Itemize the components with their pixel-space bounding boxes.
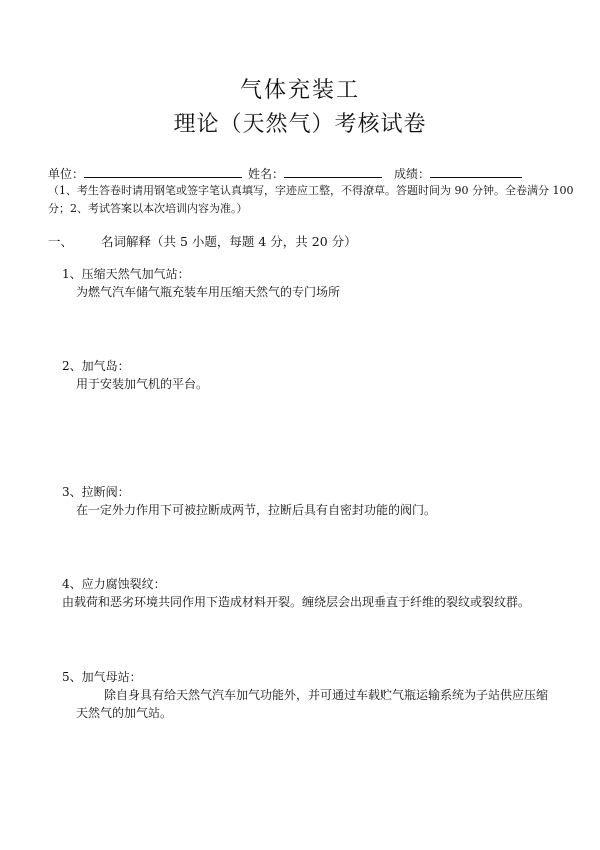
unit-field[interactable] [84, 165, 242, 178]
exam-title-line1: 气体充装工 [239, 78, 360, 103]
question-2-title: 2、加气岛： [62, 359, 130, 373]
question-1-answer: 为燃气汽车储气瓶充装车用压缩天然气的专门场所 [76, 285, 341, 299]
name-label: 姓名： [248, 167, 285, 181]
instructions-line1: （1、考生答卷时请用钢笔或签字笔认真填写，字迹应工整，不得潦草。答题时间为 90 分钟。全卷满分 100 [48, 184, 574, 197]
question-1-title: 1、压缩天然气加气站： [62, 267, 190, 281]
question-5-answer-line1: 除自身具有给天然气汽车加气功能外，并可通过车载贮气瓶运输系统为子站供应压缩 [104, 688, 549, 702]
question-5-answer-line2: 天然气的加气站。 [76, 706, 173, 720]
section-number: 一、 [48, 234, 74, 249]
candidate-info-row [48, 165, 568, 181]
instructions-line2: 分；2、考试答案以本次培训内容为准。） [48, 202, 248, 215]
exam-title-line2: 理论（天然气）考核试卷 [173, 112, 427, 137]
question-2-answer: 用于安装加气机的平台。 [76, 377, 209, 391]
question-5-title: 5、加气母站： [62, 670, 142, 684]
unit-label: 单位： [48, 167, 85, 181]
question-4-title: 4、应力腐蚀裂纹： [62, 577, 166, 591]
score-field[interactable] [430, 165, 522, 178]
question-3-answer: 在一定外力作用下可被拉断成两节，拉断后具有自密封功能的阀门。 [76, 503, 437, 517]
name-field[interactable] [284, 165, 382, 178]
question-4-answer: 由载荷和恶劣环境共同作用下造成材料开裂。缠绕层会出现垂直于纤维的裂纹或裂纹群。 [62, 595, 531, 609]
section-heading [48, 232, 357, 250]
section-title: 名词解释（共 5 小题，每题 4 分，共 20 分） [101, 234, 357, 249]
question-3-title: 3、拉断阀： [62, 485, 130, 499]
score-label: 成绩： [394, 167, 431, 181]
